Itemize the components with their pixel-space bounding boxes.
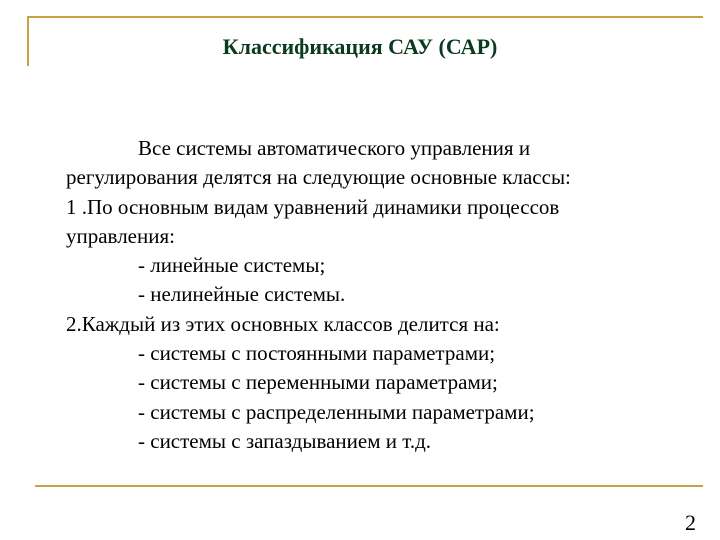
slide-body: [66, 134, 666, 456]
body-line-class-2: 2.Каждый из этих основных классов делится на:: [66, 311, 500, 336]
body-line-intro-cont: регулирования делятся на следующие основные классы:: [66, 165, 571, 190]
page-number: 2: [685, 510, 696, 535]
body-item-variable-params: - системы с переменными параметрами;: [138, 370, 498, 395]
body-item-linear: - линейные системы;: [138, 253, 326, 278]
body-line-class-1-cont: управления:: [66, 223, 175, 248]
body-item-distributed-params: - системы с распределенными параметрами;: [138, 399, 535, 424]
body-line-class-1: 1 .По основным видам уравнений динамики процессов: [66, 194, 560, 219]
body-line-intro: Все системы автоматического управления и: [138, 136, 531, 160]
slide-title: Классификация САУ (САР): [222, 34, 498, 59]
body-item-delay: - системы с запаздыванием и т.д.: [138, 428, 432, 453]
frame-top-rule: [27, 16, 703, 18]
frame-bottom-rule: [35, 485, 703, 487]
body-item-nonlinear: - нелинейные системы.: [138, 282, 346, 307]
body-item-constant-params: - системы с постоянными параметрами;: [138, 341, 496, 366]
